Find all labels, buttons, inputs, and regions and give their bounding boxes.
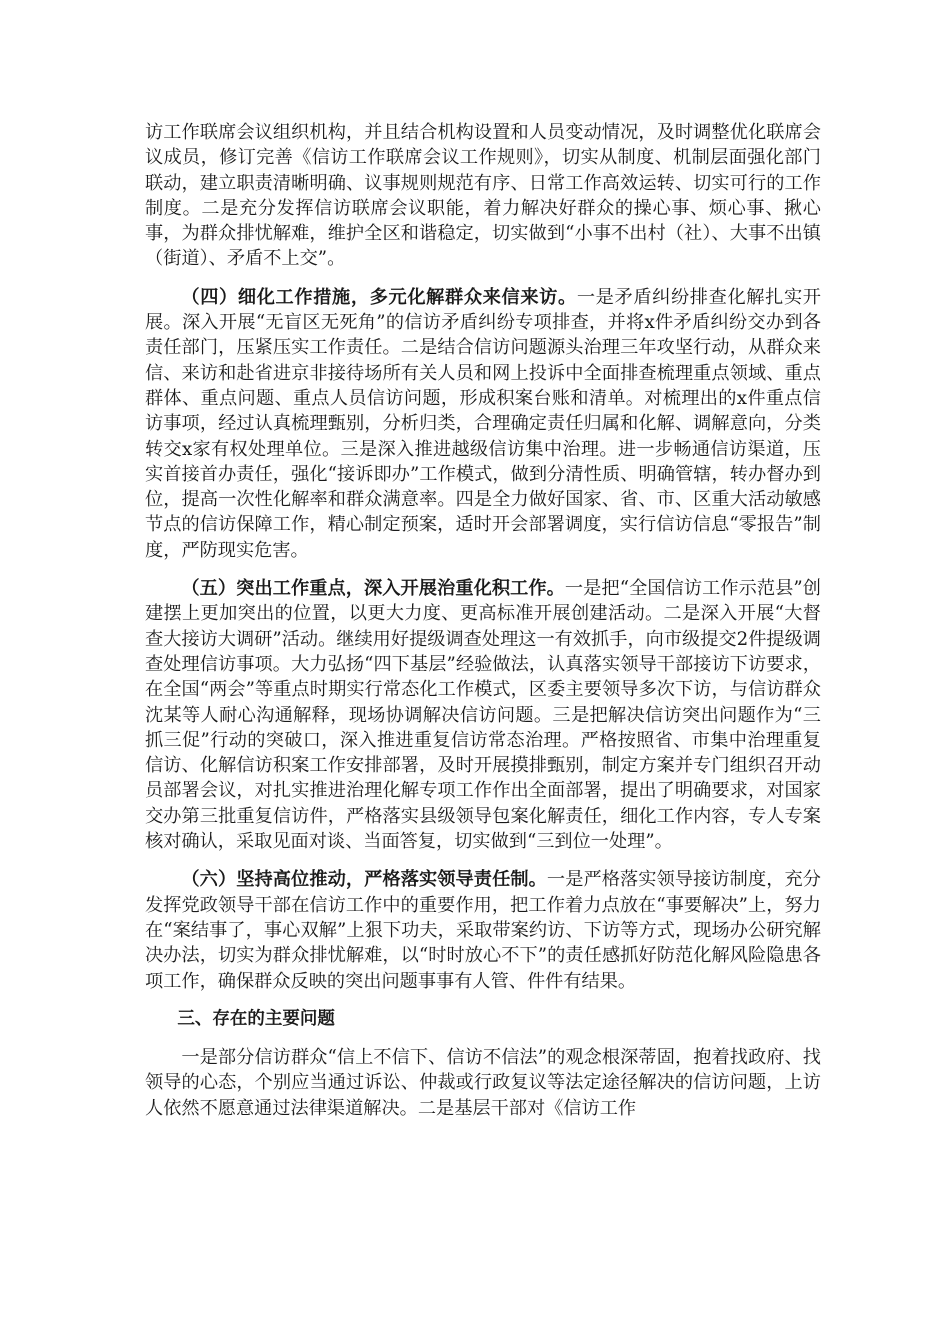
paragraph-text: 一是把“全国信访工作示范县”创建摆上更加突出的位置，以更大力度、更高标准开展创建活动。二是深入开展“大督查大接访大调研”活动。继续用好提级调查处理这一有效抓手，向市级提交2件提级调查处理信访事项。大力弘扬“四下基层”经验做法，认真落实领导干部接访下访要求，在全国“两会”等重点时期实行常态化工作模式，区委主要领导多次下访，与信访群众沈某等人耐心沟通解释，现场协调解决信访问题。三是把解决信访突出问题作为“三抓三促”行动的突破口，深入推进重复信访常态治理。严格按照省、市集中治理重复信访、化解信访积案工作安排部署，及时开展摸排甄别，制定方案并专门组织召开动员部署会议，对扎实推进治理化解专项工作作出全面部署，提出了明确要求，对国家交办第三批重复信访件，严格落实县级领导包案化解责任，细化工作内容，专人专案核对确认，采取见面对谈、当面答复，切实做到“三到位一处理”。	[145, 578, 821, 853]
subsection-heading-4: （四）细化工作措施，多元化解群众来信来访。	[181, 286, 577, 308]
subsection-heading-6: （六）坚持高位推动，严格落实领导责任制。	[181, 869, 547, 891]
subsection-heading-5: （五）突出工作重点，深入开展治重化积工作。	[181, 578, 565, 600]
paragraph-text: 一是严格落实领导接访制度，充分发挥党政领导干部在信访工作中的重要作用，把工作着力点放在“事要解决”上，努力在“案结事了，事心双解”上狠下功夫，采取带案约访、下访等方式，现场办公研究解决办法，切实为群众排忧解难，以“时时放心不下”的责任感抓好防范化解风险隐患各项工作，确保群众反映的突出问题事事有人管、件件有结果。	[145, 869, 821, 992]
paragraph-text: 一是部分信访群众“信上不信下、信访不信法”的观念根深蒂固，抱着找政府、找领导的心态，个别应当通过诉讼、仲裁或行政复议等法定途径解决的信访问题，上访人依然不愿意通过法律渠道解决。二是基层干部对《信访工作	[145, 1047, 821, 1119]
paragraph-problems	[145, 1045, 821, 1121]
paragraph-text: 访工作联席会议组织机构，并且结合机构设置和人员变动情况，及时调整优化联席会议成员，修订完善《信访工作联席会议工作规则》，切实从制度、机制层面强化部门联动，建立职责清晰明确、议事规则规范有序、日常工作高效运转、切实可行的工作制度。二是充分发挥信访联席会议职能，着力解决好群众的操心事、烦心事、揪心事，为群众排忧解难，维护全区和谐稳定，切实做到“小事不出村（社）、大事不出镇（街道）、矛盾不上交”。	[145, 122, 821, 270]
paragraph-continuation	[145, 120, 821, 272]
paragraph-section-4	[145, 285, 821, 563]
document-page	[145, 120, 821, 1134]
paragraph-section-6	[145, 867, 821, 993]
section-heading-3: 三、存在的主要问题	[177, 1008, 335, 1029]
paragraph-section-5	[145, 576, 821, 854]
paragraph-text: 一是矛盾纠纷排查化解扎实开展。深入开展“无盲区无死角”的信访矛盾纠纷专项排查，并将x件矛盾纠纷交办到各责任部门，压紧压实工作责任。二是结合信访问题源头治理三年攻坚行动，从群众来信、来访和赴省进京非接待场所有关人员和网上投诉中全面排查梳理重点领域、重点群体、重点问题、重点人员信访问题，形成积案台账和清单。对梳理出的x件重点信访事项，经过认真梳理甄别，分析归类，合理确定责任归属和化解、调解意向，分类转交x家有权处理单位。三是深入推进越级信访集中治理。进一步畅通信访渠道，压实首接首办责任，强化“接诉即办”工作模式，做到分清性质、明确管辖，转办督办到位，提高一次性化解率和群众满意率。四是全力做好国家、省、市、区重大活动敏感节点的信访保障工作，精心制定预案，适时开会部署调度，实行信访信息“零报告”制度，严防现实危害。	[145, 286, 821, 561]
